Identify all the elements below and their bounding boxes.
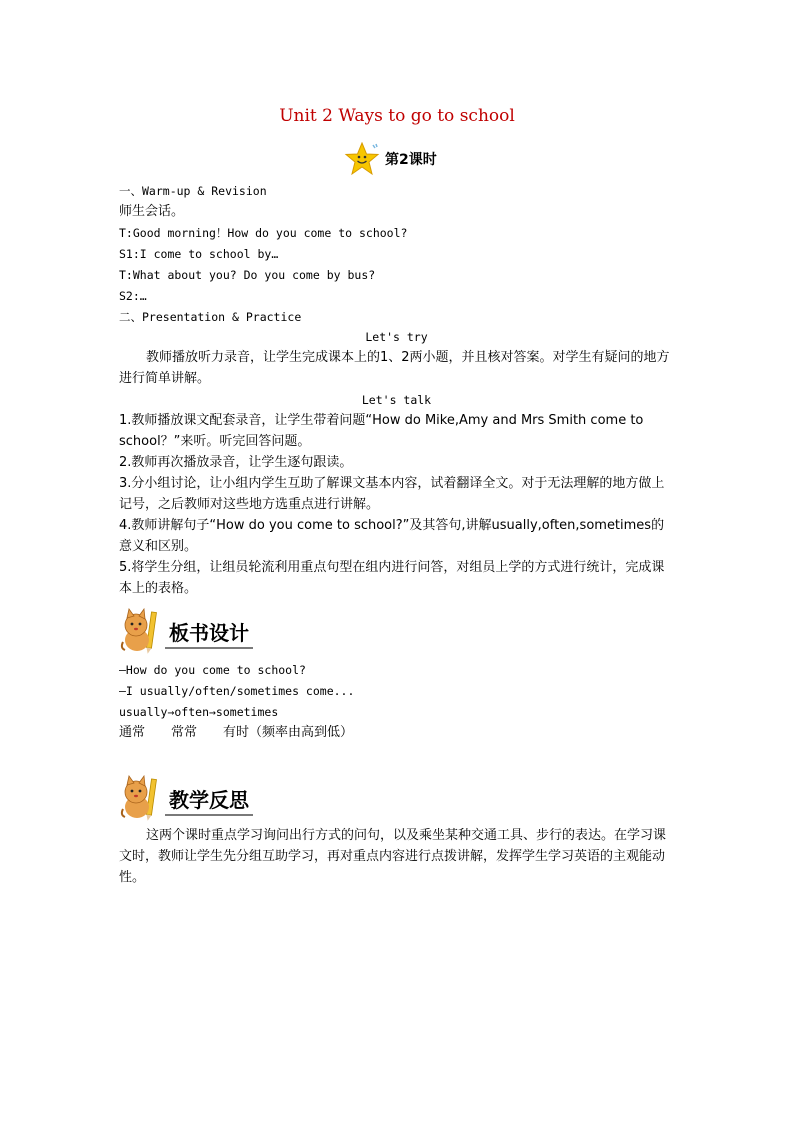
section-1-heading: 一、Warm-up & Revision [119,184,267,198]
board-line: 通常 常常 有时（频率由高到低） [119,725,354,740]
page-title: Unit 2 Ways to go to school [279,106,515,126]
step-item: 4.教师讲解句子“How do you come to school?”及其答句,讲解usually,often,sometimes的意义和区别。 [119,518,665,554]
dialogue-line: S2:… [119,289,147,303]
teaching-reflection-heading [119,775,253,821]
lets-try-paragraph: 教师播放听力录音，让学生完成课本上的1、2两小题，并且核对答案。对学生有疑问的地方进行简单讲解。 [119,350,670,386]
reflection-paragraph: 这两个课时重点学习询问出行方式的问句，以及乘坐某种交通工具、步行的表达。在学习课文时，教师让学生先分组互助学习，再对重点内容进行点拨讲解，发挥学生学习英语的主观能动性。 [119,828,667,885]
dialogue-line: S1:I come to school by… [119,247,279,261]
step-item: 2.教师再次播放录音，让学生逐句跟读。 [119,455,353,470]
teaching-reflection-title: 教学反思 [165,784,253,813]
cat-with-pencil-icon [119,775,163,821]
board-line: usually→often→sometimes [119,705,279,719]
step-item: 1.教师播放课文配套录音，让学生带着问题“How do Mike,Amy and Mrs Smith come to school？”来听。听完回答问题。 [119,413,644,449]
board-line: —How do you come to school? [119,663,306,677]
lesson-number: 第2课时 [385,152,437,168]
smiling-star-icon [343,142,381,176]
board-line: —I usually/often/sometimes come... [119,684,355,698]
cat-with-pencil-icon [119,608,163,654]
dialogue-line: T:What about you? Do you come by bus? [119,268,376,282]
board-design-heading [119,608,253,654]
section-2-heading: 二、Presentation & Practice [119,310,302,324]
lesson-label [343,142,437,176]
lets-talk-heading: Let's talk [361,393,432,407]
lets-try-heading: Let's try [365,330,428,344]
board-design-title: 板书设计 [165,617,253,646]
step-item: 3.分小组讨论，让小组内学生互助了解课文基本内容，试着翻译全文。对于无法理解的地方做上记号，之后教师对这些地方选重点进行讲解。 [119,476,665,512]
step-item: 5.将学生分组，让组员轮流利用重点句型在组内进行问答，对组员上学的方式进行统计，完成课本上的表格。 [119,560,665,596]
section-1-intro: 师生会话。 [119,204,185,219]
dialogue-line: T:Good morning！How do you come to school? [119,226,408,240]
